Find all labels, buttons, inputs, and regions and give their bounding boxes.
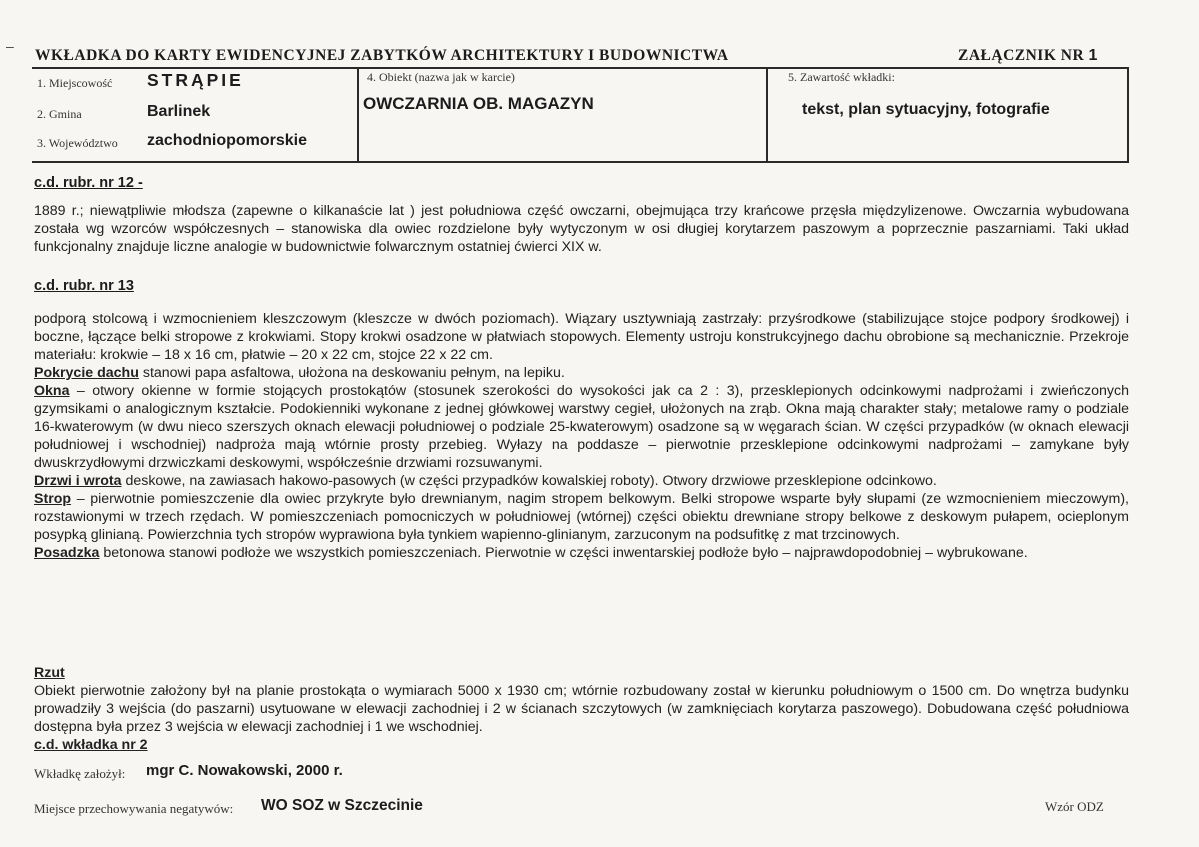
- wzor-label: Wzór ODZ: [1045, 799, 1104, 814]
- wojewodztwo-label: 3. Województwo: [37, 136, 118, 150]
- okna-text: – otwory okienne w formie stojących prostokątów (stosunek szerokości do wysokości jak ca 2 : 3), przesklepionych odcinkowymi nadprożami i zwieńczonych gzymsikami o analogicznym kształcie. Podokienniki wykonane z jednej główkowej warstwy cegieł, ułożonych na zrąb. Okna mają charakter stały; metalowe ramy o podziale 16-kwaterowym (w dwu nieco szerszych oknach elewacji południowej o podziale 25-kwaterowym) osadzone są w węgarach ścian. W części przypadków (w oknach elewacji południowej i wschodniej) nadproża mają wtórnie prosty przebieg. Wyłazy na poddasze – pierwotnie przesklepione odcinkowymi nadprożami – zamykane były dwuskrzydłowymi drzwiczkami deskowymi, współcześnie drzwiami rozsuwanymi.: [34, 383, 1129, 471]
- document-title: WKŁADKA DO KARTY EWIDENCYJNEJ ZABYTKÓW ARCHITEKTURY I BUDOWNICTWA: [35, 47, 729, 64]
- wkladka-line: [34, 736, 1129, 754]
- attachment-number: 1: [1088, 47, 1098, 64]
- rzut-heading: Rzut: [34, 665, 65, 681]
- table-top-border: [32, 67, 1129, 69]
- table-right-border: [1127, 67, 1129, 162]
- drzwi-text: deskowe, na zawiasach hakowo-pasowych (w części przypadków kowalskiej roboty). Otwory drzwiowe przesklepione odcinkowo.: [125, 473, 937, 489]
- pokrycie-heading: Pokrycie dachu: [34, 365, 139, 381]
- rubr12-heading: c.d. rubr. nr 12 -: [34, 175, 143, 191]
- table-divider-2: [766, 67, 768, 162]
- strop-paragraph: [34, 490, 1129, 544]
- rubr13-paragraph: podporą stolcową i wzmocnieniem kleszczowym (kleszcze w dwóch poziomach). Wiązary usztywniają zastrzały: przyśrodkowe (stabilizujące stojce podpory środkowej) i boczne, łączące belki stropowe z krokwiami. Stopy krokwi osadzone w płatwiach stopowych. Elementy ustroju konstrukcyjnego dachu obrobione są mechanicznie. Przekroje materiału: krokwie – 18 x 16 cm, płatwie – 20 x 22 cm, stojce 22 x 22 cm.: [34, 311, 1129, 363]
- gmina-label: 2. Gmina: [37, 107, 82, 121]
- table-divider-1: [357, 67, 359, 162]
- drzwi-paragraph: [34, 472, 1129, 490]
- margin-dash: –: [6, 38, 14, 54]
- attachment-label: [958, 47, 1098, 65]
- posadzka-heading: Posadzka: [34, 545, 100, 561]
- wojewodztwo-value: zachodniopomorskie: [147, 132, 308, 149]
- miejsce-label: Miejsce przechowywania negatywów:: [34, 801, 234, 816]
- rzut-block: [34, 664, 1129, 754]
- pokrycie-text: stanowi papa asfaltowa, ułożona na deskowaniu pełnym, na lepiku.: [142, 365, 565, 381]
- rubr12-paragraph: 1889 r.; niewątpliwie młodsza (zapewne o kilkanaście lat ) jest południowa część owczarni, obejmująca trzy krańcowe przęsła międzylizenowe. Owczarnia wybudowana została wg wzorców współczesnych – stanowiska dla owiec rozdzielone były wytyczonym w osi długiej korytarzem paszowym a poprzecznie paszarniami. Taki układ funkcjonalny znajduje liczne analogie w budownictwie folwarcznym ostatniej ćwierci XIX w.: [34, 203, 1129, 255]
- table-bottom-border: [32, 161, 1129, 163]
- pokrycie-paragraph: [34, 364, 1129, 382]
- obiekt-label: 4. Obiekt (nazwa jak w karcie): [367, 70, 515, 84]
- okna-paragraph: [34, 382, 1129, 472]
- okna-heading: Okna: [34, 383, 70, 399]
- strop-heading: Strop: [34, 491, 72, 507]
- posadzka-paragraph: [34, 544, 1129, 562]
- miejscowosc-label: 1. Miejscowość: [37, 76, 113, 90]
- zalozyl-label: Wkładkę założył:: [34, 766, 126, 781]
- rzut-heading-line: [34, 664, 1129, 682]
- zawartosc-label: 5. Zawartość wkładki:: [788, 70, 895, 84]
- rubr12-text-block: [34, 202, 1129, 256]
- rubr13-text-block: [34, 310, 1129, 562]
- obiekt-value: OWCZARNIA OB. MAGAZYN: [363, 94, 594, 113]
- drzwi-heading: Drzwi i wrota: [34, 473, 122, 489]
- zalozyl-value: mgr C. Nowakowski, 2000 r.: [146, 762, 343, 779]
- miejsce-value: WO SOZ w Szczecinie: [261, 797, 423, 814]
- posadzka-text: betonowa stanowi podłoże we wszystkich pomieszczeniach. Pierwotnie w części inwentarskiej podłoże było – najprawdopodobniej – wybrukowane.: [103, 545, 1028, 561]
- rubr13-heading: c.d. rubr. nr 13: [34, 278, 134, 294]
- zawartosc-value: tekst, plan sytuacyjny, fotografie: [802, 101, 1050, 118]
- rzut-paragraph: Obiekt pierwotnie założony był na planie prostokąta o wymiarach 5000 x 1930 cm; wtórnie rozbudowany został w kierunku południowym o 1500 cm. Do wnętrza budynku prowadziły 3 wejścia (do paszarni) usytuowane w elewacji zachodniej i 2 w ścianach szczytowych (w zamknięciach korytarza paszowego). Dobudowana część południowa dostępna była przez 3 wejścia w elewacji zachodniej i 1 we wschodniej.: [34, 683, 1129, 735]
- strop-text: – pierwotnie pomieszczenie dla owiec przykryte było drewnianym, nagim stropem belkowym. Belki stropowe wsparte były słupami (ze wzmocnieniem mieczowym), rozstawionymi w trzech rzędach. W pomieszczeniach pomocniczych w południowej (wtórnej) części obiektu drewniane stropy belkowe z deskowym pułapem, ocieplonym posypką glinianą. Powierzchnia tych stropów wyprawiona była tynkiem wapienno-glinianym, zarzuconym na podsufitkę z mat trzcinowych.: [34, 491, 1129, 543]
- miejscowosc-value: STRĄPIE: [147, 70, 244, 90]
- gmina-value: Barlinek: [147, 103, 211, 120]
- attachment-label-text: ZAŁĄCZNIK NR: [958, 47, 1085, 64]
- wkladka-heading: c.d. wkładka nr 2: [34, 737, 148, 753]
